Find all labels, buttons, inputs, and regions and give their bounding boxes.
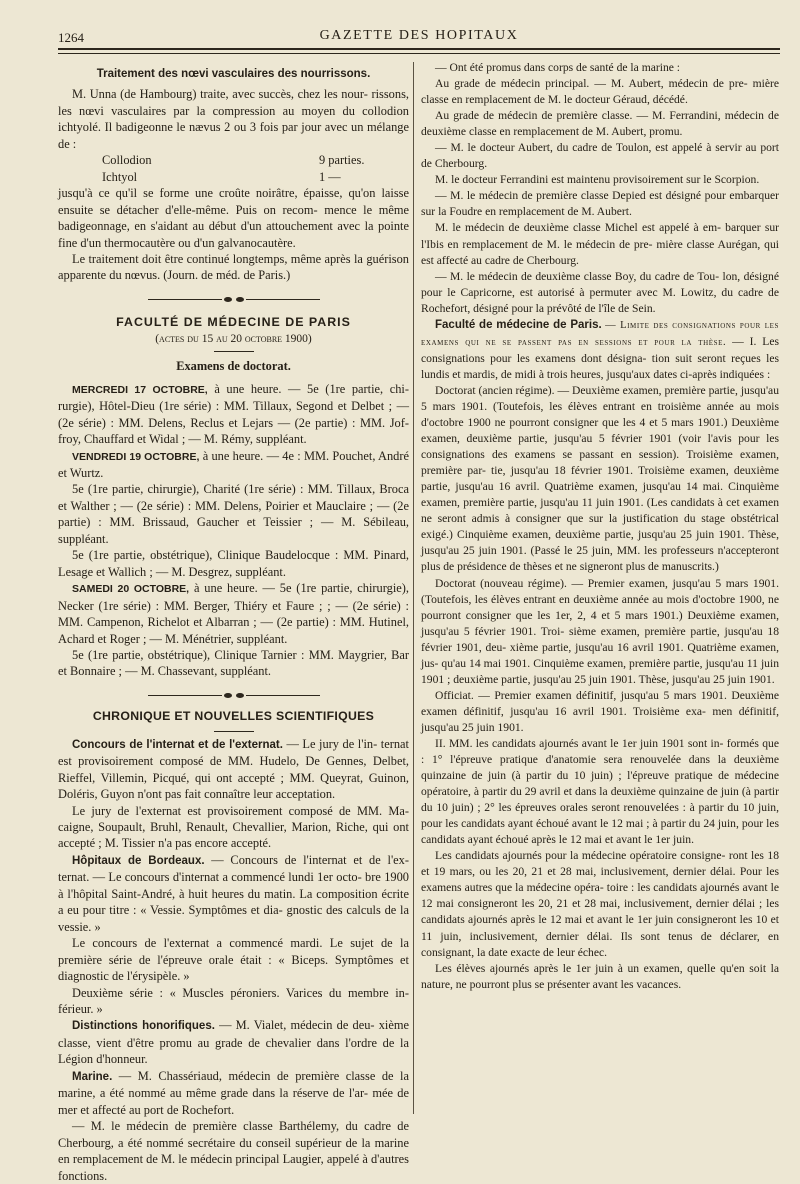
exam-paragraph [58, 580, 409, 647]
news-paragraph [58, 852, 409, 935]
day-text: à une heure. — 4e : MM. Pouchet, André et Wurtz. [58, 448, 409, 480]
nevi-title: Traitement des nœvi vasculaires des nourrissons. [96, 68, 371, 80]
short-rule [214, 731, 254, 732]
news-paragraph: Au grade de médecin principal. — M. Aubert, médecin de pre- mière classe en remplacement de M. le docteur Géraud, décédé. [421, 77, 779, 107]
nevi-paragraph: Le traitement doit être continué longtemps, même après la guérison apparente du nœvus. (Journ. de méd. de Paris.) [58, 251, 409, 283]
short-rule [214, 351, 254, 352]
faculty-title: FACULTÉ DE MÉDECINE DE PARIS [116, 315, 351, 330]
exam-paragraph: 5e (1re partie, chirurgie), Charité (1re série) : MM. Tillaux, Broca et Walther ; — (2e série) : MM. Delens, Poirier et Mauclaire ; — (2e partie) : MM. Brissaud, Gaucher et Teissier ; — M. Sébileau, suppléant. [58, 482, 409, 546]
header-rule [58, 48, 780, 50]
news-paragraph: — M. le médecin de première classe Depied est désigné pour embarquer sur la Foudre en remplacement de M. Aubert. [421, 189, 779, 219]
news-paragraph: — M. le médecin de première classe Barthélemy, du cadre de Cherbourg, a été nommé secrétaire du conseil supérieur de la marine en remplacement de M. le médecin principal Laugier, appelé à d'autres fonctions. [58, 1119, 409, 1183]
formula-ingredient: Ichtyol [102, 169, 138, 184]
news-text: — M. Vialet, médecin de deu- xième classe, vient d'être promu au grade de chevalier dans l'ordre de la Légion d'honneur. [58, 1018, 409, 1067]
day-heading: VENDREDI 19 OCTOBRE, [72, 450, 200, 463]
news-heading: Faculté de médecine de Paris. [435, 318, 602, 331]
news-text: — M. Chassériaud, médecin de première classe de la marine, a été nommé au même grade dans la réserve de l'ar- mée de mer et affecté au port de Rochefort. [58, 1068, 409, 1117]
news-paragraph: Au grade de médecin de première classe. — M. Ferrandini, médecin de deuxième classe en remplacement de M. Aubert, promu. [421, 109, 779, 139]
day-heading: MERCREDI 17 OCTOBRE, [72, 383, 208, 396]
exam-paragraph: 5e (1re partie, obstétrique), Clinique Baudelocque : MM. Pinard, Lesage et Wallich ; — M. Desgrez, suppléant. [58, 548, 409, 579]
news-subheading: — Limite des consignations pour les examens qui ne se passent pas en sessions et pour la thèse. [421, 319, 779, 348]
news-paragraph: — Ont été promus dans corps de santé de la marine : [435, 61, 681, 74]
day-heading: SAMEDI 20 OCTOBRE, [72, 583, 190, 596]
nevi-paragraph: jusqu'à ce qu'il se forme une croûte noirâtre, épaisse, qu'on laisse ensuite se détacher d'elle-même. Puis on recom- mence le même badigeonnage, en s'aidant au début d'un attouchement avec la pointe fine d'un thermocautère ou d'un galvanocautère. [58, 186, 409, 250]
exam-paragraph: 5e (1re partie, obstétrique), Clinique Tarnier : MM. Maygrier, Bar et Bonnaire ; — M. Chassevant, suppléant. [58, 647, 409, 679]
news-paragraph: M. le docteur Ferrandini est maintenu provisoirement sur le Scorpion. [435, 173, 760, 187]
news-paragraph: M. le médecin de deuxième classe Michel est appelé à em- barquer sur l'Ibis en remplacement de M. le médecin de pre- mière classe Aurégan, qui est affecté au cadre de Cherbourg. [421, 221, 779, 267]
news-paragraph: — M. le médecin de deuxième classe Boy, du cadre de Tou- lon, désigné pour le Capricorne, est autorisé à permuter avec M. Lowitz, du cadre de Rochefort, désigné pour la prévôté de l'île de Sein. [421, 269, 779, 315]
column-separator [413, 62, 414, 1114]
right-column [421, 60, 779, 993]
news-paragraph: Doctorat (nouveau régime). — Premier examen, jusqu'au 5 mars 1901. (Toutefois, les élèves entrant en deuxième année au mois d'octobre 1900, ne pourront consigner que les 1er, 2, 4 et 5 mars 1901.) Deuxième examen, jusqu'au 5 février 1901. Troi- sième examen, première partie, jusqu'au 18 février 1901, deu- xième partie, jusqu'au 16 avril 1901. Quatrième examen, jus- qu'au 14 mai 1901. Cinquième examen, première partie, jusqu'au 11 juin 1901 ; deuxième partie, jusqu'au 25 juin 1901. Thèse, jusqu'au 25 juin 1901. [421, 576, 779, 686]
day-text: à une heure. — 5e (1re partie, chi- rurgie), Hôtel-Dieu (1re série) : MM. Tillaux, Segond et Delbet ; — (2e série) : MM. Delens, Reclus et Lejars — (2e partie) : MM. Jof- froy, Chauffard et Widal ; — M. Rémy, suppléant. [58, 381, 409, 447]
news-paragraph: II. MM. les candidats ajournés avant le 1er juin 1901 sont in- formés que : 1° l'épreuve pratique d'anatomie sera renouvelée dans la deuxième quinzaine de juin (à partir du 10 juin) ; l'épreuve pratique de médecine opératoire, à partir du 29 avril et dans la deuxième quinzaine de juin (à partir du 10 juin) ; 2° les épreuves orales seront renouvelées : à partir du 10 juin, pour les candidats ayant échoué avant le 12 mai ; à partir du 24 juin, pour les candidats ayant échoué après le 12 mai et avant le 1er juin. [421, 736, 779, 847]
chronique-title: CHRONIQUE ET NOUVELLES SCIENTIFIQUES [92, 709, 375, 724]
news-text: — I. Les consignations pour les examens dont désigna- tion suit seront reçues les lundis et mardis, de midi à trois heures, jusqu'aux dates ci-après indiquées : [421, 334, 779, 381]
exam-paragraph [58, 448, 409, 482]
ornament-divider [58, 290, 409, 306]
formula-line-2 [58, 169, 409, 185]
day-text: à une heure. — 5e (1re partie, chirurgie), Necker (1re série) : MM. Berger, Thiéry et Faure ; ; — (2e série) : MM. Campenon, Richelot et Albarran ; — (2e partie) : MM. Hutinel, Achard et Roger ; — M. Ménétrier, suppléant. [58, 581, 409, 646]
news-paragraph: Les élèves ajournés après le 1er juin à un examen, quelle qu'en soit la nature, ne pourront plus se présenter avant les vacances. [421, 961, 779, 991]
formula-quantity: 9 parties. [319, 153, 365, 168]
nevi-paragraph: M. Unna (de Hambourg) traite, avec succès, chez les nour- rissons, les nœvi vasculaires par la compression au moyen du collodion ichtyolé. Il badigeonne le nævus 2 ou 3 fois par jour avec un mélange de : [58, 87, 409, 151]
page-header [58, 24, 780, 44]
news-heading: Marine. [72, 1070, 113, 1083]
news-heading: Hôpitaux de Bordeaux. [72, 854, 205, 867]
formula-ingredient: Collodion [102, 153, 152, 168]
news-paragraph: — M. le docteur Aubert, du cadre de Toulon, est appelé à servir au port de Cherbourg. [421, 141, 779, 171]
ornament-divider [58, 686, 409, 702]
news-text: — Le jury de l'in- ternat est provisoirement composé de MM. Hudelo, De Gennes, Delbet, Rieffel, Villemin, Picqué, qui ont accepté ; MM. Queyrat, Guinon, Doléris, Guyon n'ont pas fait connaître leur acceptation. [58, 736, 409, 802]
news-paragraph: Doctorat (ancien régime). — Deuxième examen, première partie, jusqu'au 5 mars 1901. (Toutefois, les élèves entrant en troisième année au mois d'octobre 1900 ne pourront consigner que les 4 et 5 mars 1901.) Deuxième examen, deuxième partie, jusqu'au 5 février 1901 (voir l'avis pour les consignations des examens se passant en session). Troisième examen, première par- tie, jusqu'au 18 février 1901. Troisième examen, deuxième partie, jusqu'au 16 avril. Quatrième examen, jusqu'au 14 mai. Cinquième examen, première partie, jusqu'au 11 juin 1901. (Les candidats à cet examen ne seront admis à consigner que sur la justification du stage obstétrical exigé.) Cinquième examen, deuxième partie, jusqu'au 25 juin 1901. Thèse, jusqu'au 25 juin 1901. (Passé le 25 juin, MM. les professeurs n'accepteront plus de présidence de thèses et ne signeront plus de manuscrits.) [421, 383, 779, 574]
formula-quantity: 1 — [319, 169, 341, 184]
news-heading: Distinctions honorifiques. [72, 1020, 215, 1033]
news-text: — Concours de l'internat et de l'ex- ternat. — Le concours d'internat a commencé lundi 1er octo- bre 1900 à l'hôpital Saint-André, à huit heures du matin. La composition écrite a eu pour titre : « Vessie. Symptômes et dia- gnostic des calculs de la vessie. » [58, 852, 409, 934]
left-column [58, 60, 409, 1184]
formula-line-1 [58, 152, 409, 168]
faculty-subtitle: (actes du 15 au 20 octobre 1900) [155, 332, 312, 345]
news-paragraph: Le concours de l'externat a commencé mardi. Le sujet de la première série de l'épreuve orale était : « Biceps. Symptômes et diagnostic de l'érysipèle. » [58, 936, 409, 984]
news-paragraph: Officiat. — Premier examen définitif, jusqu'au 5 mars 1901. Deuxième examen définitif, jusqu'au 16 avril 1901. Troisième exa- men définitif, jusqu'au 25 juin 1901. [421, 688, 779, 734]
news-paragraph: Le jury de l'externat est provisoirement composé de MM. Ma- caigne, Soupault, Bruhl, Renault, Chevallier, Marion, Riche, qui ont accepté ; M. Tissier n'a pas encore accepté. [58, 803, 409, 851]
news-paragraph: Les candidats ajournés pour la médecine opératoire consigne- ront les 18 et 19 mars, ou les 20, 21 et 28 mai, inclusivement, dernier délai. Pour les examens autres que la médecine opéra- toire : les candidats ajournés avant le 12 mai consigneront les 20, 21 et 28 mai, inclusivement, dernier délai ; les candidats ajournés après le 12 mai et avant le 1er juin consigneront les 10 et 11 juin, inclusivement, dernier délai. Ils sont tenus de déclarer, en consignant, la date exacte de leur échec. [421, 849, 779, 959]
exam-title: Examens de doctorat. [176, 359, 291, 374]
header-rule-thin [58, 53, 780, 54]
exam-paragraph [58, 381, 409, 448]
journal-title: GAZETTE DES HOPITAUX [319, 28, 519, 43]
news-paragraph [421, 317, 779, 383]
news-paragraph: Deuxième série : « Muscles péroniers. Varices du membre in- férieur. » [58, 985, 409, 1017]
news-paragraph [58, 736, 409, 803]
news-paragraph [58, 1017, 409, 1067]
news-heading: Concours de l'internat et de l'externat. [72, 738, 283, 751]
page-number: 1264 [58, 30, 84, 45]
news-paragraph [58, 1068, 409, 1118]
